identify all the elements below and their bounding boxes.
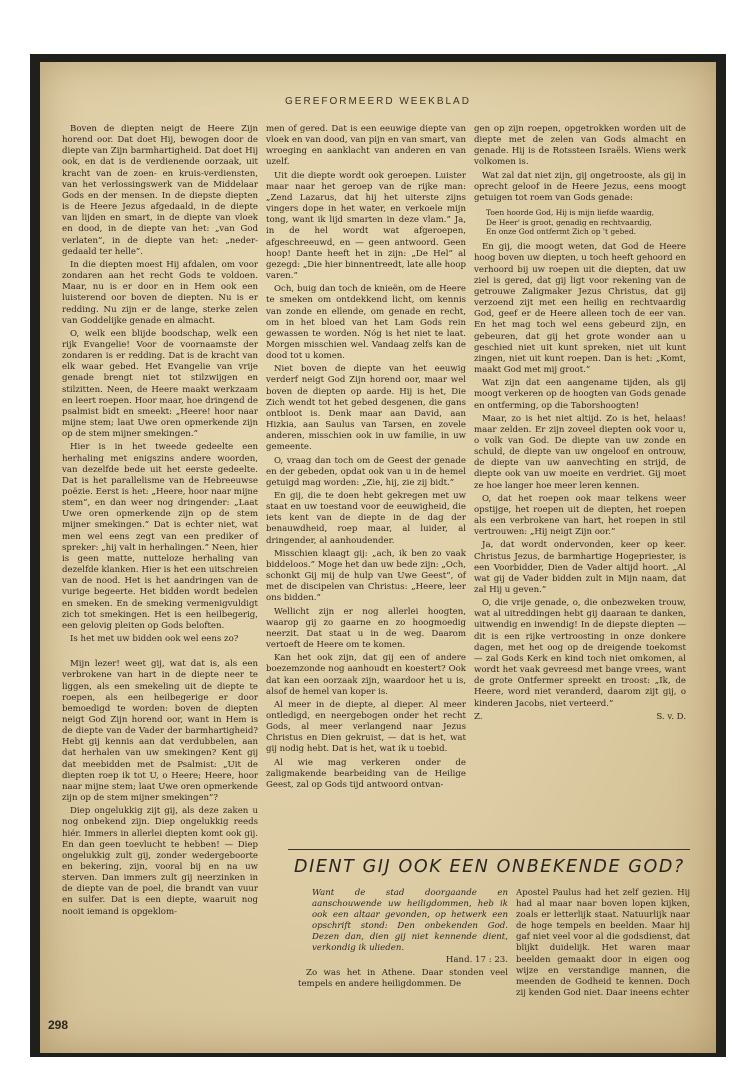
paragraph: Och, buig dan toch de knieën, om de Heere te smeken om ontdekkend licht, om kennis van zonde en ellende, om genade en recht, om in het bloed van het Lam Gods rein gewassen te worden. Nóg is het niet te laat. Morgen misschien wel. Vandaag zelfs kan de dood tot u komen. bbox=[266, 284, 466, 362]
paragraph: O, vraag dan toch om de Geest der genade en der gebeden, opdat ook van u in de hemel getuigd mag worden: „Zie, hij, zie zij bidt.” bbox=[266, 455, 466, 488]
magazine-page bbox=[40, 62, 716, 1053]
paragraph: Ja, dat wordt ondervonden, keer op keer. Christus Jezus, de barmhartige Hogepriester, is een Voorbidder, Dien de Vader altijd hoort. „Al wat gij de Vader bidden zult in Mijn naam, dat zal Hij u geven.” bbox=[474, 540, 686, 595]
running-header: GEREFORMEERD WEEKBLAD bbox=[285, 96, 471, 107]
paragraph: En gij, die moogt weten, dat God de Heere hoog boven uw diepten, u toch heeft gehoord en verhoord bij uw roepen uit die diepten, dat uw ziel is gered, dat gij ligt voor rekening van de getrouwe Zaligmaker Jezus Christus, dat gij verzoend zijt met een heilig en rechtvaardig God, geef er de Heere alleen toch de eer van. En het mag toch wel eens gebeurd zijn, en gebeuren, dat gij het grote wonder aan u geschied niet uit kunt spreken, niet uit kunt zingen, niet uit kunt roepen. Dan is het: „Komt, maakt God met mij groot.” bbox=[474, 242, 686, 376]
section-divider bbox=[288, 849, 690, 850]
paragraph: O, welk een blijde boodschap, welk een rijk Evangelie! Voor de voornaamste der zondaren is er redding. Dat is de kracht van elk waar gebed. Het Evangelie van vrije genade brengt niet tot stilzwijgen en stilzitten. Neen, de Heere maakt werkzaam en leert roepen. Hoor maar, hoe dringend de psalmist bidt en smeekt: „Heere! hoor naar mijne stem; laat Uwe oren opmerkende zijn op de stem mijner smekingen.” bbox=[62, 328, 258, 440]
paragraph: Wat zijn dat een aangename tijden, als gij moogt verkeren op de hoogten van Gods genade en ontferming, op die Taborshoogten! bbox=[474, 378, 686, 411]
paragraph: Misschien klaagt gij: „ach, ik ben zo vaak biddeloos.” Moge het dan uw bede zijn: „Och, schonkt Gij mij de hulp van Uwe Geest”, of met de discipelen van Christus: „Heere, leer ons bidden.” bbox=[266, 548, 466, 604]
paragraph: Niet boven de diepte van het eeuwig verderf neigt God Zijn horend oor, maar wel boven de diepten op aarde. Hij is het, Die Zich wendt tot het gebed desgenen, die gans ontbloot is. Denk maar aan David, aan Hizkia, aan Saulus van Tarsen, en zovele anderen, misschien ook in uw familie, in uw gemeente. bbox=[266, 364, 466, 453]
paragraph: O, dat het roepen ook maar telkens weer opstijge, het roepen uit de diepten, het roepen als een verbrokene van hart, het roepen in stil vertrouwen: „Hij neigt Zijn oor.” bbox=[474, 493, 686, 538]
motto-text: Want de stad doorgaande en aanschouwende uw heiligdommen, heb ik ook een altaar gevonden, op hetwerk een opschrift stond: Den onbekenden God. Dezen dan, dien gij niet kennende dient, verkondig ik ulieden. bbox=[312, 888, 508, 954]
column-3 bbox=[474, 124, 686, 723]
paragraph: Wat zal dat niet zijn, gij ongetrooste, als gij in oprecht geloof in de Heere Jezus, eens moogt getuigen tot roem van Gods genade: bbox=[474, 170, 686, 203]
article-title: DIENT GIJ OOK EEN ONBEKENDE GOD? bbox=[294, 857, 685, 877]
paragraph: En gij, die te doen hebt gekregen met uw staat en uw toestand voor de eeuwigheid, die iets kent van de diepte in de dag der benauwdheid, roep maar, al luider, al dringender, al aanhoudender. bbox=[266, 491, 466, 546]
paragraph: Al meer in de diepte, al dieper. Al meer ontledigd, en neergebogen onder het recht Gods, al meer verlangend naar Jezus Christus en Dien gekruist, — dat is het, wat gij nodig hebt. Dat is het, wat ik u toebid. bbox=[266, 699, 466, 755]
signature bbox=[474, 712, 686, 723]
paragraph: gen op zijn roepen, opgetrokken worden uit de diepte met de zelen van Gods almacht en genade. Hij is de Rotssteen Israëls. Wiens werk volkomen is. bbox=[474, 124, 686, 168]
paragraph: In die diepten moest Hij afdalen, om voor zondaren aan het recht Gods te voldoen. Maar, nu is er door en in Hem ook een luisterend oor boven de diepten. Nu is er redding. Nu zijn er de lange, sterke zelen van Goddelijke genade en almacht. bbox=[62, 259, 258, 326]
psalm-verse bbox=[486, 208, 686, 236]
motto bbox=[312, 888, 508, 966]
paragraph: men of gered. Dat is een eeuwige diepte van vloek en van dood, van pijn en van smart, van wroeging en aanklacht van anderen en van uzelf. bbox=[266, 124, 466, 168]
paragraph: Hier is in het tweede gedeelte een herhaling met enigszins andere woorden, van dezelfde bede uit het eerste gedeelte. Dat is het parallelisme van de Hebreeuwse poëzie. Eerst is het: „Heere, hoor naar mijne stem”, en dan weer nog dringender: „Laat Uwe oren opmerkende zijn op de stem mijner smekingen.” Dat is echter niet, wat men wel eens zegt van een prediker of spreker: „hij valt in herhalingen.” Neen, hier is geen matte, nutteloze herhaling van dezelfde klanken. Hier is het een uitschreien van de nood. Het is het aandringen van de vurige begeerte. Het bidden wordt bedelen en smeken. En de smeking vermenigvuldigt zich tot smekingen. Het is een heilbegerig, een gelovig pleiten op Gods beloften. bbox=[62, 442, 258, 631]
signature-right: S. v. D. bbox=[656, 711, 686, 722]
column-2 bbox=[266, 124, 466, 791]
article2-column-right: Apostel Paulus had het zelf gezien. Hij had al maar naar boven lopen kijken, zoals er letterlijk staat. Natuurlijk naar de hoge tempels en beelden. Maar hij gaf niet veel voor al die godsdienst, dat blijkt duidelijk. Het waren maar beelden gemaakt door in eigen oog wijze en verstandige mannen, die meenden de Godheid te kennen. Doch zij kenden God niet. Daar ineens echter bbox=[516, 888, 690, 998]
paragraph: Maar, zo is het niet altijd. Zo is het, helaas! maar zelden. Er zijn zoveel diepten ook voor u, o volk van God. De diepte van uw zonde en schuld, de diepte van uw ongeloof en ontrouw, de diepte van uw aanvechting en strijd, de diepte ook van uw moeite en verdriet. Gij moet ze hoe langer hoe meer leren kennen. bbox=[474, 413, 686, 491]
paragraph: Is het met uw bidden ook wel eens zo? bbox=[70, 634, 239, 645]
paragraph: Kan het ook zijn, dat gij een of andere boezemzonde nog aanhoudt en koestert? Ook dat kan een oorzaak zijn, waardoor het u is, alsof de hemel van koper is. bbox=[266, 653, 466, 697]
column-1 bbox=[62, 124, 258, 918]
paragraph: Uit die diepte wordt ook geroepen. Luister maar naar het geroep van de rijke man: „Zend Lazarus, dat hij het uiterste zijns vingers dope in het water, en verkoele mijn tong, want ik lijd smarten in deze vlam.” Ja, in de hel wordt wat afgeroepen, afgeschreeuwd, en — geen antwoord. Geen hoop! Dante heeft het in zijn: „De Hel” al gezegd: „Die hier binnentreedt, late alle hoop varen.” bbox=[266, 170, 467, 282]
verse-line: En onze God ontfermt Zich op 't gebed. bbox=[486, 226, 637, 236]
paragraph: Wellicht zijn er nog allerlei hoogten, waarop gij zo gaarne en zo hoogmoedig neerzit. Dat staat u in de weg. Daarom vertoeft de Heere om te komen. bbox=[266, 606, 466, 651]
paragraph: Boven de diepten neigt de Heere Zijn horend oor. Dat doet Hij, bewogen door de diepte van Zijn barmhartigheid. Dat doet Hij ook, en dat is de verdienende oorzaak, uit kracht van de zoen- en kruis-verdiensten, van het verlossingswerk van de Middelaar Gods en der mensen. In de diepste diepten is de Heere Jezus afgedaald, in de diepte van lijden en smart, in de diepte van vloek en dood, in de diepte van het: „van God verlaten”, in de diepte van het: „nedergedaald ter helle”. bbox=[62, 124, 258, 257]
signature-left: Z. bbox=[474, 711, 483, 722]
paragraph: Diep ongelukkig zijt gij, als deze zaken u nog onbekend zijn. Diep ongelukkig reeds hiér. Immers in allerlei diepten komt ook gij. En dan geen toevlucht te hebben! — Diep ongelukkig zult gij, zonder wedergeboorte en bekering, zijn, vooral bij en na uw sterven. Dan immers zult gij neerzinken in de diepte van de poel, die brandt van vuur en sulfer. Dat is een diepte, waaruit nog nooit iemand is opgeklom- bbox=[62, 806, 258, 917]
paragraph: O, die vrije genade, o, die onbezweken trouw, wat al uitreddingen hebt gij daaraan te danken, uitwendig en inwendig! In de diepste diepten — dit is een rijke vertroosting in onze donkere dagen, met het oog op de dreigende toekomst — zal Gods Kerk en kind toch niet omkomen, al wordt het vaak gevreesd met bange vrees, want de grote Ontfermer spreekt en troost: „Ik, de Heere, word niet veranderd, daarom zijt gij, o kinderen Jacobs, niet verteerd.” bbox=[474, 598, 686, 709]
paragraph: Mijn lezer! weet gij, wat dat is, als een verbrokene van hart in de diepte neer te liggen, als een smekeling uit de diepte te roepen, als een heilbegerige er door bemoedigd te worden: boven de diepten neigt God Zijn horend oor, want in Hem is de diepte van de Vader der barmhartigheid? Hebt gij kennis aan dat verdubbelen, aan dat herhalen van uw smekingen? Kent gij dat meebidden met de Psalmist: „Uit de diepten roep ik tot U, o Heere; Heere, hoor naar mijne stem; laat Uwe oren opmerkende zijn op de stem mijner smekingen”? bbox=[62, 659, 258, 804]
page-number: 298 bbox=[48, 1018, 69, 1032]
paragraph: Zo was het in Athene. Daar stonden veel tempels en andere heiligdommen. De bbox=[298, 967, 508, 989]
verse-line: De Heer' is groot, genadig en rechtvaardig, bbox=[486, 217, 652, 227]
motto-reference: Hand. 17 : 23. bbox=[445, 954, 508, 965]
paragraph: Al wie mag verkeren onder de zaligmakende bearbeiding van de Heilige Geest, zal op Gods tijd antwoord ontvan- bbox=[266, 757, 466, 790]
verse-line: Toen hoorde God, Hij is mijn liefde waardig, bbox=[486, 208, 655, 218]
article2-column-left bbox=[298, 888, 508, 990]
